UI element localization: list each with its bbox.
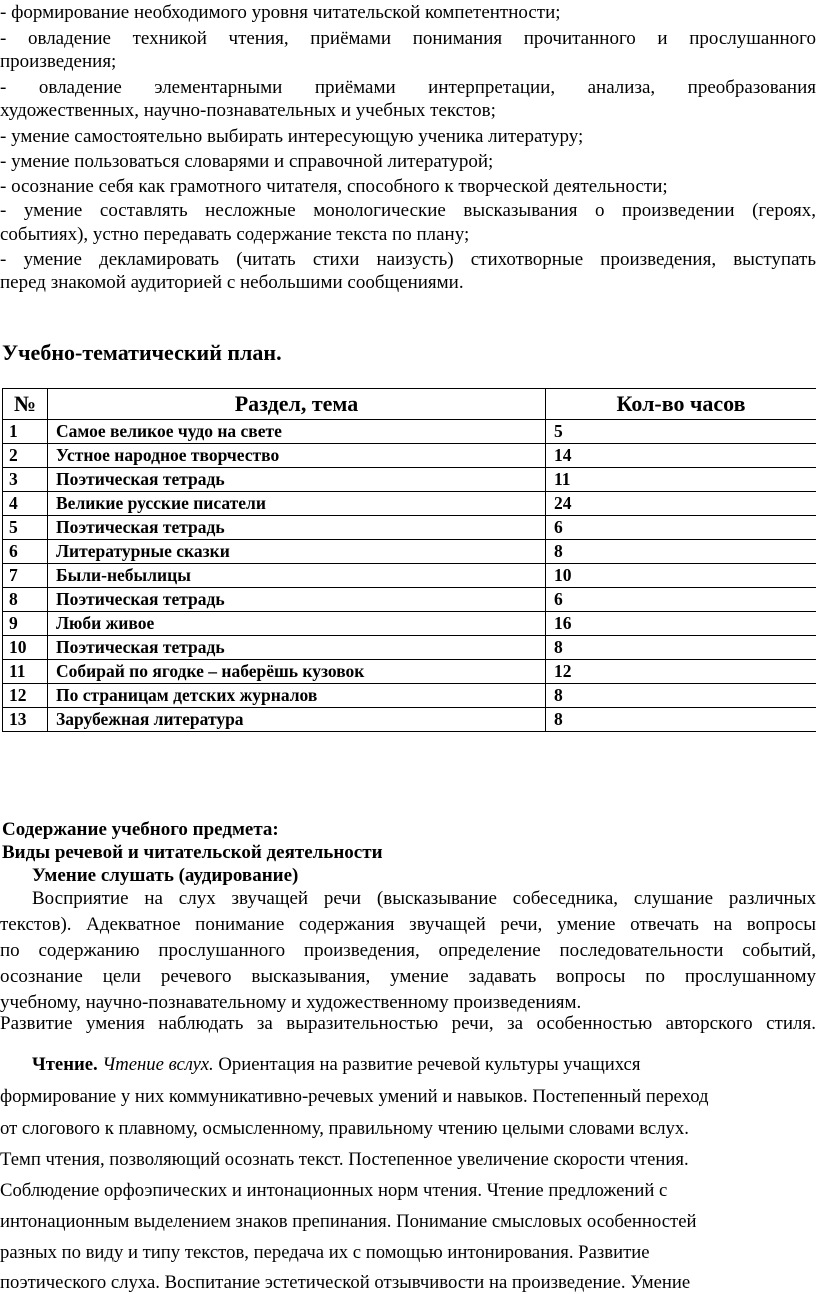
row-hours: 10	[546, 564, 816, 588]
table-header-row	[3, 389, 816, 420]
list-line: - овладение элементарными приёмами интерпретации, анализа, преобразования	[0, 77, 816, 98]
row-hours: 8	[546, 636, 816, 660]
activity-heading: Виды речевой и читательской деятельности	[2, 842, 383, 863]
paragraph-line: учебному, научно-познавательному и художественному произведениям.	[0, 992, 582, 1013]
row-hours: 8	[546, 540, 816, 564]
row-section: Устное народное творчество	[48, 444, 546, 468]
row-number: 13	[3, 708, 48, 732]
row-number: 7	[3, 564, 48, 588]
row-hours: 16	[546, 612, 816, 636]
paragraph-line: текстов). Адекватное понимание содержания звучащей речи, умение отвечать на вопросы	[0, 914, 816, 935]
paragraph-line	[32, 1053, 816, 1076]
row-number: 2	[3, 444, 48, 468]
table-row	[3, 492, 816, 516]
row-section: Собирай по ягодке – наберёшь кузовок	[48, 660, 546, 684]
reading-italic: Чтение вслух.	[102, 1054, 214, 1075]
table-row	[3, 684, 816, 708]
row-number: 12	[3, 684, 48, 708]
row-hours: 8	[546, 684, 816, 708]
list-line: событиях), устно передавать содержание текста по плану;	[0, 224, 470, 245]
paragraph-line: от слогового к плавному, осмысленному, правильному чтению целыми словами вслух.	[0, 1118, 689, 1139]
row-section: Зарубежная литература	[48, 708, 546, 732]
row-number: 1	[3, 420, 48, 444]
row-number: 3	[3, 468, 48, 492]
row-section: Самое великое чудо на свете	[48, 420, 546, 444]
header-hours: Кол-во часов	[546, 389, 816, 420]
table-row	[3, 468, 816, 492]
paragraph-line: Темп чтения, позволяющий осознать текст. Постепенное увеличение скорости чтения.	[0, 1149, 689, 1170]
row-hours: 12	[546, 660, 816, 684]
row-section: Поэтическая тетрадь	[48, 588, 546, 612]
content-heading: Содержание учебного предмета:	[2, 819, 279, 840]
paragraph-line: интонационным выделением знаков препинания. Понимание смысловых особенностей	[0, 1211, 697, 1232]
paragraph-line: Соблюдение орфоэпических и интонационных норм чтения. Чтение предложений с	[0, 1180, 668, 1201]
table-row	[3, 516, 816, 540]
row-section: Поэтическая тетрадь	[48, 516, 546, 540]
table-row	[3, 612, 816, 636]
paragraph-line: формирование у них коммуникативно-речевых умений и навыков. Постепенный переход	[0, 1086, 709, 1107]
row-hours: 8	[546, 708, 816, 732]
list-line: - умение декламировать (читать стихи наизусть) стихотворные произведения, выступать	[0, 249, 816, 270]
row-number: 11	[3, 660, 48, 684]
row-section: Поэтическая тетрадь	[48, 468, 546, 492]
paragraph-line: разных по виду и типу текстов, передача их с помощью интонирования. Развитие	[0, 1242, 650, 1263]
plan-table	[2, 388, 816, 732]
paragraph-line: Развитие умения наблюдать за выразительностью речи, за особенностью авторского стиля.	[0, 1013, 816, 1034]
paragraph-line: Восприятие на слух звучащей речи (высказывание собеседника, слушание различных	[32, 888, 816, 909]
table-row	[3, 636, 816, 660]
listening-subheading: Умение слушать (аудирование)	[32, 865, 299, 886]
row-section: Поэтическая тетрадь	[48, 636, 546, 660]
table-row	[3, 660, 816, 684]
paragraph-line: осознание цели речевого высказывания, умение задавать вопросы по прослушанному	[0, 966, 816, 987]
plan-title: Учебно-тематический план.	[2, 340, 282, 365]
list-line: художественных, научно-познавательных и учебных текстов;	[0, 100, 496, 121]
table-row	[3, 420, 816, 444]
table-row	[3, 708, 816, 732]
row-number: 4	[3, 492, 48, 516]
row-number: 9	[3, 612, 48, 636]
list-line: перед знакомой аудиторией с небольшими сообщениями.	[0, 272, 464, 293]
list-line: - умение пользоваться словарями и справочной литературой;	[0, 151, 494, 172]
row-hours: 14	[546, 444, 816, 468]
row-section: Литературные сказки	[48, 540, 546, 564]
reading-label: Чтение.	[32, 1054, 98, 1075]
row-hours: 5	[546, 420, 816, 444]
list-line: произведения;	[0, 51, 117, 72]
list-line: - умение составлять несложные монологические высказывания о произведении (героях,	[0, 200, 816, 221]
header-number: №	[3, 389, 48, 420]
header-section: Раздел, тема	[48, 389, 546, 420]
list-line: - формирование необходимого уровня читательской компетентности;	[0, 2, 561, 23]
row-section: Великие русские писатели	[48, 492, 546, 516]
table-row	[3, 564, 816, 588]
paragraph-line: поэтического слуха. Воспитание эстетической отзывчивости на произведение. Умение	[0, 1272, 691, 1293]
row-number: 5	[3, 516, 48, 540]
row-number: 6	[3, 540, 48, 564]
row-hours: 11	[546, 468, 816, 492]
table-row	[3, 540, 816, 564]
row-section: Люби живое	[48, 612, 546, 636]
table-row	[3, 588, 816, 612]
reading-first: Ориентация на развитие речевой культуры учащихся	[218, 1054, 641, 1075]
list-line: - овладение техникой чтения, приёмами понимания прочитанного и прослушанного	[0, 28, 816, 49]
row-hours: 6	[546, 516, 816, 540]
row-section: По страницам детских журналов	[48, 684, 546, 708]
row-hours: 6	[546, 588, 816, 612]
row-hours: 24	[546, 492, 816, 516]
list-line: - умение самостоятельно выбирать интересующую ученика литературу;	[0, 126, 584, 147]
paragraph-line: по содержанию прослушанного произведения, определение последовательности событий,	[0, 940, 816, 961]
table-row	[3, 444, 816, 468]
row-number: 10	[3, 636, 48, 660]
row-section: Были-небылицы	[48, 564, 546, 588]
list-line: - осознание себя как грамотного читателя, способного к творческой деятельности;	[0, 176, 668, 197]
row-number: 8	[3, 588, 48, 612]
